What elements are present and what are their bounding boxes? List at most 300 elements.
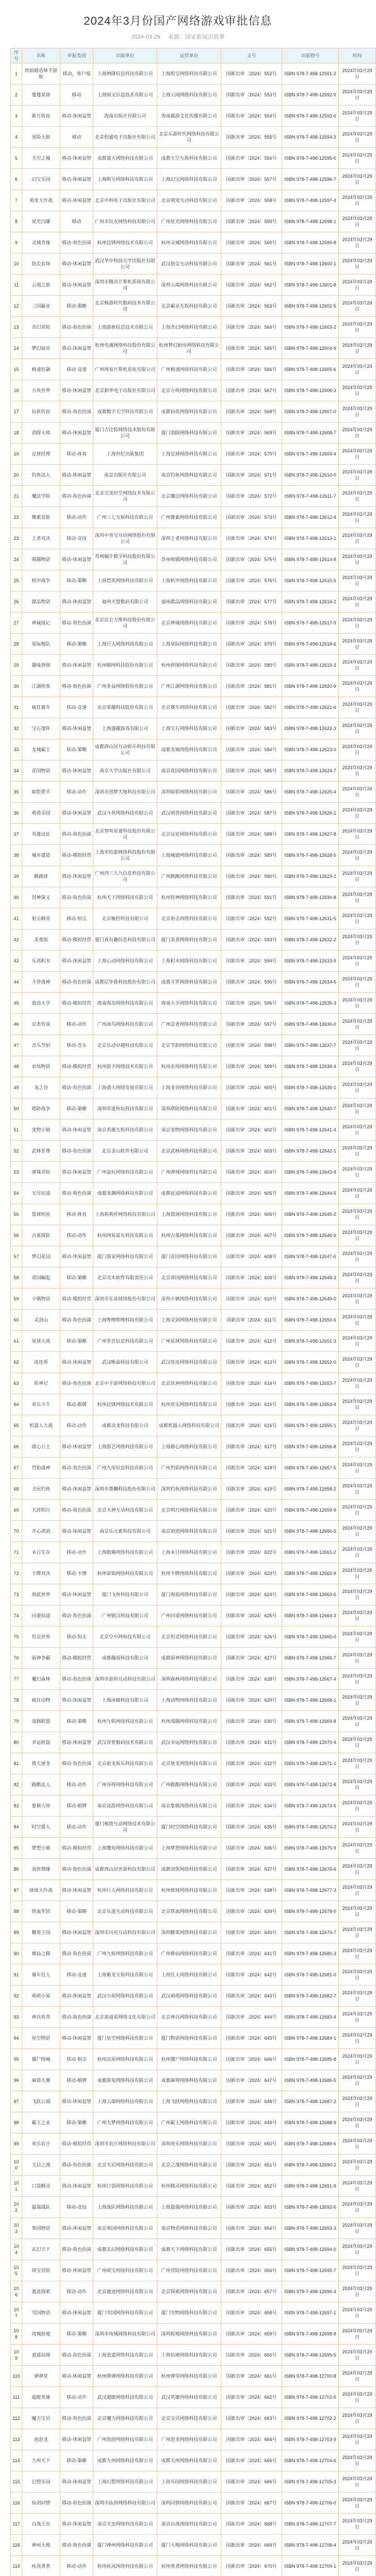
- row-number-cell: 114: [11, 2450, 22, 2471]
- game-name-cell: 甜心公主: [22, 1436, 60, 1458]
- publisher-cell: 武汉小屋网络科技有限公司: [93, 1986, 157, 2007]
- isbn-cell: ISBN 978-7-498-12698-8: [282, 2324, 339, 2345]
- operator-cell: 杭州古墓网络科技有限公司: [157, 1225, 221, 1246]
- category-cell: 移动-角色扮演: [60, 1605, 93, 1626]
- publisher-cell: 厦门游家网络科技有限公司: [93, 1246, 157, 1267]
- table-row: [11, 380, 376, 401]
- game-name-cell: 江湖侠客: [22, 676, 60, 697]
- category-cell: 移动-竞速: [60, 697, 93, 718]
- approval-date-cell: 2024年03月29日: [339, 2260, 376, 2281]
- approval-number-cell: 国新出审〔2024〕559号: [221, 211, 282, 232]
- publisher-cell: 南京乐元素科技有限公司: [93, 1521, 157, 1542]
- table-row: [11, 1774, 376, 1795]
- operator-cell: 广州像素网络科技有限公司: [157, 507, 221, 528]
- operator-cell: 上海最强网络科技有限公司: [157, 2197, 221, 2218]
- category-cell: 移动-休闲益智: [60, 1521, 93, 1542]
- table-row: [11, 2028, 376, 2049]
- operator-cell: 北京武林网络科技有限公司: [157, 1141, 221, 1162]
- category-cell: 移动-角色扮演: [60, 2408, 93, 2429]
- operator-cell: 厦门大地网络科技有限公司: [157, 2535, 221, 2556]
- publisher-cell: 上海心动网络科技有限公司: [93, 951, 157, 972]
- category-cell: 移动-休闲益智: [60, 1352, 93, 1373]
- game-name-cell: 僵尸围城: [22, 2049, 60, 2070]
- approval-number-cell: 国新出审〔2024〕589号: [221, 845, 282, 866]
- approval-number-cell: 国新出审〔2024〕593号: [221, 929, 282, 951]
- table-row: [11, 1394, 376, 1415]
- table-row: [11, 444, 376, 465]
- table-row: [11, 1901, 376, 1922]
- approval-number-cell: 国新出审〔2024〕665号: [221, 2450, 282, 2471]
- row-number-cell: 63: [11, 1373, 22, 1394]
- category-cell: 移动-策略: [60, 1331, 93, 1352]
- category-cell: 移动-角色扮演: [60, 613, 93, 634]
- table-row: [11, 2514, 376, 2535]
- isbn-cell: ISBN 978-7-498-12602-5: [282, 296, 339, 317]
- approval-number-cell: 国新出审〔2024〕570号: [221, 444, 282, 465]
- approval-number-cell: 国新出审〔2024〕654号: [221, 2218, 282, 2239]
- publisher-cell: 厦门真有趣信息科技有限公司: [93, 929, 157, 951]
- approval-date-cell: 2024年03月29日: [339, 570, 376, 591]
- category-cell: 移动-角色扮演: [60, 887, 93, 908]
- operator-cell: 厦门雪物网络科技有限公司: [157, 2302, 221, 2324]
- approval-date-cell: 2024年03月29日: [339, 2176, 376, 2197]
- row-number-cell: 100: [11, 2155, 22, 2176]
- isbn-cell: ISBN 978-7-498-12706-0: [282, 2493, 339, 2514]
- operator-cell: 广州极速网络科技有限公司: [157, 359, 221, 380]
- table-row: [11, 2387, 376, 2408]
- publisher-cell: 北京新华电子出版社有限公司: [93, 380, 157, 401]
- publisher-cell: 杭州疾风网络科技有限公司: [93, 2556, 157, 2576]
- approval-number-cell: 国新出审〔2024〕615号: [221, 1394, 282, 1415]
- table-row: [11, 655, 376, 676]
- table-row: [11, 697, 376, 718]
- table-row: [11, 2218, 376, 2239]
- approval-number-cell: 国新出审〔2024〕610号: [221, 1289, 282, 1310]
- category-cell: 移动-模拟经营: [60, 929, 93, 951]
- isbn-cell: ISBN 978-7-498-12696-4: [282, 2281, 339, 2302]
- operator-cell: 武汉萌萌网络科技有限公司: [157, 1986, 221, 2007]
- approval-number-cell: 国新出审〔2024〕626号: [221, 1626, 282, 1648]
- game-name-cell: 糖果王国: [22, 1922, 60, 1943]
- game-name-cell: 泡泡龙: [22, 2429, 60, 2450]
- operator-cell: 深圳王者网络科技有限公司: [157, 528, 221, 549]
- publisher-cell: 杭州电魂网络科技股份有限公司: [93, 338, 157, 359]
- isbn-cell: ISBN 978-7-498-12657-5: [282, 1458, 339, 1479]
- approval-date-cell: 2024年03月29日: [339, 2112, 376, 2133]
- isbn-cell: ISBN 978-7-498-12619-3: [282, 655, 339, 676]
- table-row: [11, 486, 376, 507]
- publisher-cell: 南京英雄互娱科技有限公司: [93, 1120, 157, 1141]
- isbn-cell: ISBN 978-7-498-12635-3: [282, 993, 339, 1014]
- publisher-cell: 广州谷得网络科技有限公司: [93, 1774, 157, 1795]
- publisher-cell: 上海战队网络科技有限公司: [93, 2197, 157, 2218]
- isbn-cell: ISBN 978-7-498-12683-4: [282, 2007, 339, 2028]
- isbn-cell: ISBN 978-7-498-12672-8: [282, 1774, 339, 1795]
- approval-number-cell: 国新出审〔2024〕606号: [221, 1204, 282, 1225]
- approval-date-cell: 2024年03月29日: [339, 1964, 376, 1986]
- approval-number-cell: 国新出审〔2024〕630号: [221, 1711, 282, 1732]
- operator-cell: 杭州灵域网络科技有限公司: [157, 232, 221, 253]
- approval-date-cell: 2024年03月29日: [339, 2345, 376, 2366]
- game-name-cell: 钓鱼达人: [22, 465, 60, 486]
- row-number-cell: 59: [11, 1289, 22, 1310]
- row-number-cell: 60: [11, 1310, 22, 1331]
- isbn-cell: ISBN 978-7-498-12699-5: [282, 2345, 339, 2366]
- table-row: [11, 317, 376, 338]
- table-row: [11, 1817, 376, 1838]
- isbn-cell: ISBN 978-7-498-12639-1: [282, 1077, 339, 1098]
- publisher-cell: 成都游兔网络科技有限公司: [93, 2070, 157, 2091]
- category-cell: 移动-模拟经营: [60, 993, 93, 1014]
- approval-date-cell: 2024年03月29日: [339, 359, 376, 380]
- game-name-cell: 趣味拼图: [22, 655, 60, 676]
- category-cell: 移动-角色扮演: [60, 2535, 93, 2556]
- category-cell: 移动-角色扮演: [60, 824, 93, 845]
- operator-cell: 上海狂人网络科技有限公司: [157, 1964, 221, 1986]
- operator-cell: 厦门消除网络科技有限公司: [157, 422, 221, 444]
- operator-cell: 南京消消网络科技有限公司: [157, 1521, 221, 1542]
- publisher-cell: 成都炎龙科技有限公司: [93, 1415, 157, 1436]
- approval-number-cell: 国新出审〔2024〕651号: [221, 2155, 282, 2176]
- approval-number-cell: 国新出审〔2024〕598号: [221, 1035, 282, 1056]
- approval-number-cell: 国新出审〔2024〕642号: [221, 1964, 282, 1986]
- operator-cell: 广州修仙网络科技有限公司: [157, 1943, 221, 1964]
- approval-number-cell: 国新出审〔2024〕643号: [221, 1986, 282, 2007]
- row-number-cell: 55: [11, 1204, 22, 1225]
- operator-cell: 上海城建网络科技有限公司: [157, 845, 221, 866]
- approval-number-cell: 国新出审〔2024〕566号: [221, 359, 282, 380]
- game-name-cell: 幻想乐园: [22, 2471, 60, 2493]
- approval-number-cell: 国新出审〔2024〕578号: [221, 613, 282, 634]
- approval-number-cell: 国新出审〔2024〕645号: [221, 2028, 282, 2049]
- row-number-cell: 42: [11, 929, 22, 951]
- approval-number-cell: 国新出审〔2024〕557号: [221, 169, 282, 190]
- row-number-cell: 49: [11, 1077, 22, 1098]
- table-row: [11, 929, 376, 951]
- approval-date-cell: 2024年03月29日: [339, 2408, 376, 2429]
- publisher-cell: 北京金山软件有限公司: [93, 1141, 157, 1162]
- row-number-cell: 30: [11, 676, 22, 697]
- approval-date-cell: 2024年03月29日: [339, 211, 376, 232]
- category-cell: 移动-动作: [60, 1225, 93, 1246]
- game-name-cell: 极速狂飙: [22, 359, 60, 380]
- isbn-cell: ISBN 978-7-498-12666-7: [282, 1648, 339, 1669]
- operator-cell: 深圳小镇网络科技有限公司: [157, 1289, 221, 1310]
- approval-date-cell: 2024年03月29日: [339, 2471, 376, 2493]
- table-row: [11, 2133, 376, 2155]
- table-body: [11, 63, 376, 2576]
- approval-number-cell: 国新出审〔2024〕670号: [221, 2556, 282, 2576]
- approval-date-cell: 2024年03月29日: [339, 1521, 376, 1542]
- publisher-cell: 南京大学出版社有限公司: [93, 760, 157, 782]
- game-name-cell: 城市建造: [22, 845, 60, 866]
- publisher-cell: 武汉斗鱼网络科技有限公司: [93, 803, 157, 824]
- operator-cell: 成都剑侠网络科技有限公司: [157, 1859, 221, 1880]
- row-number-cell: 72: [11, 1563, 22, 1584]
- operator-cell: 上海篮球网络科技有限公司: [157, 1204, 221, 1225]
- approval-number-cell: 国新出审〔2024〕663号: [221, 2408, 282, 2429]
- table-row: [11, 1711, 376, 1732]
- column-header: 名称: [22, 48, 60, 63]
- approval-date-cell: 2024年03月29日: [339, 1648, 376, 1669]
- operator-cell: 成都麻将网络科技有限公司: [157, 2070, 221, 2091]
- category-cell: 移动-策略: [60, 2112, 93, 2133]
- publisher-cell: 上海鹰角网络科技有限公司: [93, 1838, 157, 1859]
- publisher-cell: 武汉华中科技大学出版社有限公司: [93, 253, 157, 275]
- publisher-cell: 上海纳隆信息科技有限公司: [93, 63, 157, 84]
- game-name-cell: 暗影猎手: [22, 782, 60, 803]
- approval-number-cell: 国新出审〔2024〕597号: [221, 1014, 282, 1035]
- approval-date-cell: 2024年03月29日: [339, 1922, 376, 1943]
- table-row: [11, 1986, 376, 2007]
- publisher-cell: 广州市玩友网络科技有限公司: [93, 211, 157, 232]
- game-name-cell: 神州大地: [22, 2535, 60, 2556]
- operator-cell: 上海奇幻网络科技有限公司: [157, 317, 221, 338]
- approval-number-cell: 国新出审〔2024〕568号: [221, 401, 282, 422]
- approval-number-cell: 国新出审〔2024〕647号: [221, 2070, 282, 2091]
- game-name-cell: 魔力宝贝: [22, 2408, 60, 2429]
- category-cell: 移动-休闲益智: [60, 2028, 93, 2049]
- operator-cell: 北京明月网络科技有限公司: [157, 1500, 221, 1521]
- game-name-cell: 奇幻冒险: [22, 317, 60, 338]
- publisher-cell: 深圳市仙剑网络科技有限公司: [93, 2493, 157, 2514]
- publisher-cell: 上海米哈游网络科技股份有限公司: [93, 845, 157, 866]
- table-row: [11, 1310, 376, 1331]
- isbn-cell: ISBN 978-7-498-12680-3: [282, 1943, 339, 1964]
- game-name-cell: 神兵传奇: [22, 2007, 60, 2028]
- row-number-cell: 26: [11, 591, 22, 613]
- approval-number-cell: 国新出审〔2024〕633号: [221, 1774, 282, 1795]
- approval-number-cell: 国新出审〔2024〕621号: [221, 1521, 282, 1542]
- game-name-cell: 麻将大赛: [22, 2070, 60, 2091]
- category-cell: 移动-角色扮演: [60, 1943, 93, 1964]
- row-number-cell: 23: [11, 528, 22, 549]
- table-row: [11, 232, 376, 253]
- table-row: [11, 2493, 376, 2514]
- row-number-cell: 29: [11, 655, 22, 676]
- game-name-cell: 时空猎人: [22, 1817, 60, 1838]
- table-row: [11, 951, 376, 972]
- approval-number-cell: 国新出审〔2024〕625号: [221, 1605, 282, 1626]
- isbn-cell: ISBN 978-7-498-12686-5: [282, 2070, 339, 2091]
- publisher-cell: 厦门雪国网络科技有限公司: [93, 2302, 157, 2324]
- publisher-cell: 杭州弹弹网络科技有限公司: [93, 2366, 157, 2387]
- game-name-cell: 炽焰锻造师手游版: [22, 63, 60, 84]
- isbn-cell: ISBN 978-7-498-12668-1: [282, 1690, 339, 1711]
- approval-number-cell: 国新出审〔2024〕648号: [221, 2091, 282, 2112]
- isbn-cell: ISBN 978-7-498-12689-6: [282, 2133, 339, 2155]
- approval-number-cell: 国新出审〔2024〕607号: [221, 1225, 282, 1246]
- operator-cell: 北京探索网络科技有限公司: [157, 2281, 221, 2302]
- category-cell: 移动-休闲益智: [60, 1690, 93, 1711]
- isbn-cell: ISBN 978-7-498-12593-6: [282, 106, 339, 127]
- game-name-cell: 梦幻花园: [22, 1246, 60, 1267]
- category-cell: 移动-休闲益智: [60, 190, 93, 211]
- operator-cell: 上海灵剑网络科技有限公司: [157, 1310, 221, 1331]
- approval-number-cell: 国新出审〔2024〕577号: [221, 591, 282, 613]
- approval-date-cell: 2024年03月29日: [339, 655, 376, 676]
- approval-date-cell: 2024年03月29日: [339, 1458, 376, 1479]
- publisher-cell: 上海恺英网络科技有限公司: [93, 570, 157, 591]
- category-cell: 移动-角色扮演: [60, 1077, 93, 1098]
- table-row: [11, 2345, 376, 2366]
- table-row: [11, 739, 376, 760]
- game-name-cell: 末日生存: [22, 1542, 60, 1563]
- operator-cell: 成都天空互娱科技有限公司: [157, 148, 221, 169]
- approval-date-cell: 2024年03月29日: [339, 1035, 376, 1056]
- approval-number-cell: 国新出审〔2024〕614号: [221, 1373, 282, 1394]
- publisher-cell: 厦门极致互动网络技术有限公司: [93, 1817, 157, 1838]
- isbn-cell: ISBN 978-7-498-12671-1: [282, 1753, 339, 1774]
- game-name-cell: 忍者传说: [22, 1014, 60, 1035]
- approval-date-cell: 2024年03月29日: [339, 2281, 376, 2302]
- game-name-cell: 梦幻厨房: [22, 338, 60, 359]
- game-name-cell: 萌兽乐园: [22, 803, 60, 824]
- row-number-cell: 56: [11, 1225, 22, 1246]
- category-cell: 移动-角色扮演: [60, 1500, 93, 1521]
- table-row: [11, 824, 376, 845]
- approval-date-cell: 2024年03月29日: [339, 317, 376, 338]
- row-number-cell: 6: [11, 169, 22, 190]
- game-name-cell: 萌猫物语: [22, 549, 60, 570]
- operator-cell: 北京之战网络科技有限公司: [157, 2155, 221, 2176]
- approval-number-cell: 国新出审〔2024〕572号: [221, 486, 282, 507]
- isbn-cell: ISBN 978-7-498-12661-2: [282, 1542, 339, 1563]
- isbn-cell: ISBN 978-7-498-12693-3: [282, 2218, 339, 2239]
- approval-number-cell: 国新出审〔2024〕569号: [221, 422, 282, 444]
- publisher-cell: 广州网易计算机系统有限公司: [93, 359, 157, 380]
- table-row: [11, 2091, 376, 2112]
- isbn-cell: ISBN 978-7-498-12594-3: [282, 127, 339, 148]
- approval-date-cell: 2024年03月29日: [339, 1753, 376, 1774]
- row-number-cell: 70: [11, 1521, 22, 1542]
- table-row: [11, 1352, 376, 1373]
- row-number-cell: 18: [11, 422, 22, 444]
- table-header-row: [11, 48, 376, 63]
- approval-number-cell: 国新出审〔2024〕555号: [221, 127, 282, 148]
- game-name-cell: 逍遥仙境: [22, 2345, 60, 2366]
- row-number-cell: 116: [11, 2493, 22, 2514]
- column-header: 申报类别: [60, 48, 93, 63]
- operator-cell: 南京钓鱼网络科技有限公司: [157, 465, 221, 486]
- approval-date-cell: 2024年03月29日: [339, 1880, 376, 1901]
- game-name-cell: 魔法学院: [22, 486, 60, 507]
- publisher-cell: 杭州边锋网络技术有限公司: [93, 232, 157, 253]
- operator-cell: 深圳暗影网络科技有限公司: [157, 782, 221, 803]
- table-row: [11, 1542, 376, 1563]
- game-name-cell: 遗迹探索: [22, 2281, 60, 2302]
- operator-cell: 厦门花园网络科技有限公司: [157, 1246, 221, 1267]
- row-number-cell: 91: [11, 1964, 22, 1986]
- approval-number-cell: 国新出审〔2024〕562号: [221, 275, 282, 296]
- row-number-cell: 12: [11, 296, 22, 317]
- approval-date-cell: 2024年03月29日: [339, 296, 376, 317]
- game-name-cell: 帝国崛起: [22, 1267, 60, 1289]
- approval-number-cell: 国新出审〔2024〕644号: [221, 2007, 282, 2028]
- category-cell: 移动-动作: [60, 1415, 93, 1436]
- category-cell: 移动-策略: [60, 1098, 93, 1120]
- approval-number-cell: 国新出审〔2024〕660号: [221, 2345, 282, 2366]
- publisher-cell: 杭州顺网科技股份有限公司: [93, 655, 157, 676]
- table-row: [11, 507, 376, 528]
- publisher-cell: 成都西山居互动娱乐科技有限公司: [93, 739, 157, 760]
- game-name-cell: 战舰联盟: [22, 1711, 60, 1732]
- game-name-cell: 古墓探险: [22, 1225, 60, 1246]
- approval-number-cell: 国新出审〔2024〕602号: [221, 1120, 282, 1141]
- approval-number-cell: 国新出审〔2024〕612号: [221, 1331, 282, 1352]
- publisher-cell: 杭州天下网络科技有限公司: [93, 887, 157, 908]
- approval-date-cell: 2024年03月29日: [339, 1077, 376, 1098]
- category-cell: 移动-模拟经营: [60, 2133, 93, 2155]
- operator-cell: 杭州欢乐网络科技有限公司: [157, 1394, 221, 1415]
- category-cell: 移动-模拟经营: [60, 845, 93, 866]
- isbn-cell: ISBN 978-7-498-12623-0: [282, 739, 339, 760]
- game-name-cell: 萌宠大作战: [22, 190, 60, 211]
- approval-number-cell: 国新出审〔2024〕619号: [221, 1479, 282, 1500]
- approval-number-cell: 国新出审〔2024〕554号: [221, 106, 282, 127]
- approval-date-cell: 2024年03月29日: [339, 2493, 376, 2514]
- game-name-cell: 龙之谷: [22, 1077, 60, 1098]
- table-row: [11, 1077, 376, 1098]
- approval-date-cell: 2024年03月29日: [339, 148, 376, 169]
- game-name-cell: 斗罗战神: [22, 972, 60, 993]
- operator-cell: 杭州拼图网络科技有限公司: [157, 655, 221, 676]
- category-cell: 移动-休闲益智: [60, 760, 93, 782]
- game-name-cell: 音乐节拍: [22, 1035, 60, 1056]
- table-row: [11, 169, 376, 190]
- game-name-cell: 问道仙途: [22, 1605, 60, 1626]
- approval-date-cell: 2024年03月29日: [339, 1141, 376, 1162]
- row-number-cell: 111: [11, 2387, 22, 2408]
- table-row: [11, 866, 376, 887]
- table-row: [11, 1373, 376, 1394]
- table-row: [11, 2239, 376, 2260]
- table-row: [11, 1436, 376, 1458]
- approval-number-cell: 国新出审〔2024〕613号: [221, 1352, 282, 1373]
- column-header: 运营单位: [157, 48, 221, 63]
- approval-number-cell: 国新出审〔2024〕646号: [221, 2049, 282, 2070]
- approval-date-cell: 2024年03月29日: [339, 1436, 376, 1458]
- game-name-cell: 星空物语: [22, 2028, 60, 2049]
- category-cell: 移动-动作: [60, 2556, 93, 2576]
- game-name-cell: 萌宝冒险: [22, 2260, 60, 2281]
- operator-cell: 成都斗罗网络科技有限公司: [157, 972, 221, 993]
- approval-number-cell: 国新出审〔2024〕575号: [221, 549, 282, 570]
- game-name-cell: 花园物语: [22, 760, 60, 782]
- category-cell: 移动-角色扮演: [60, 1753, 93, 1774]
- row-number-cell: 11: [11, 275, 22, 296]
- game-name-cell: 修仙之路: [22, 1943, 60, 1964]
- publisher-cell: 杭州口袋网络科技有限公司: [93, 2176, 157, 2197]
- table-row: [11, 2302, 376, 2324]
- row-number-cell: 87: [11, 1880, 22, 1901]
- publisher-cell: 广州泡泡网络科技有限公司: [93, 2429, 157, 2450]
- approval-number-cell: 国新出审〔2024〕662号: [221, 2387, 282, 2408]
- category-cell: 移动-角色扮演: [60, 232, 93, 253]
- operator-cell: 北京方块网络科技有限公司: [157, 380, 221, 401]
- row-number-cell: 2: [11, 84, 22, 106]
- row-number-cell: 105: [11, 2260, 22, 2281]
- table-row: [11, 1289, 376, 1310]
- category-cell: 移动-角色扮演: [60, 486, 93, 507]
- operator-cell: 杭州弹堂网络科技有限公司: [157, 2366, 221, 2387]
- row-number-cell: 97: [11, 2091, 22, 2112]
- row-number-cell: 99: [11, 2133, 22, 2155]
- row-number-cell: 73: [11, 1584, 22, 1605]
- category-cell: 移动-休闲益智: [60, 380, 93, 401]
- row-number-cell: 90: [11, 1943, 22, 1964]
- operator-cell: 厦门美食网络科技有限公司: [157, 929, 221, 951]
